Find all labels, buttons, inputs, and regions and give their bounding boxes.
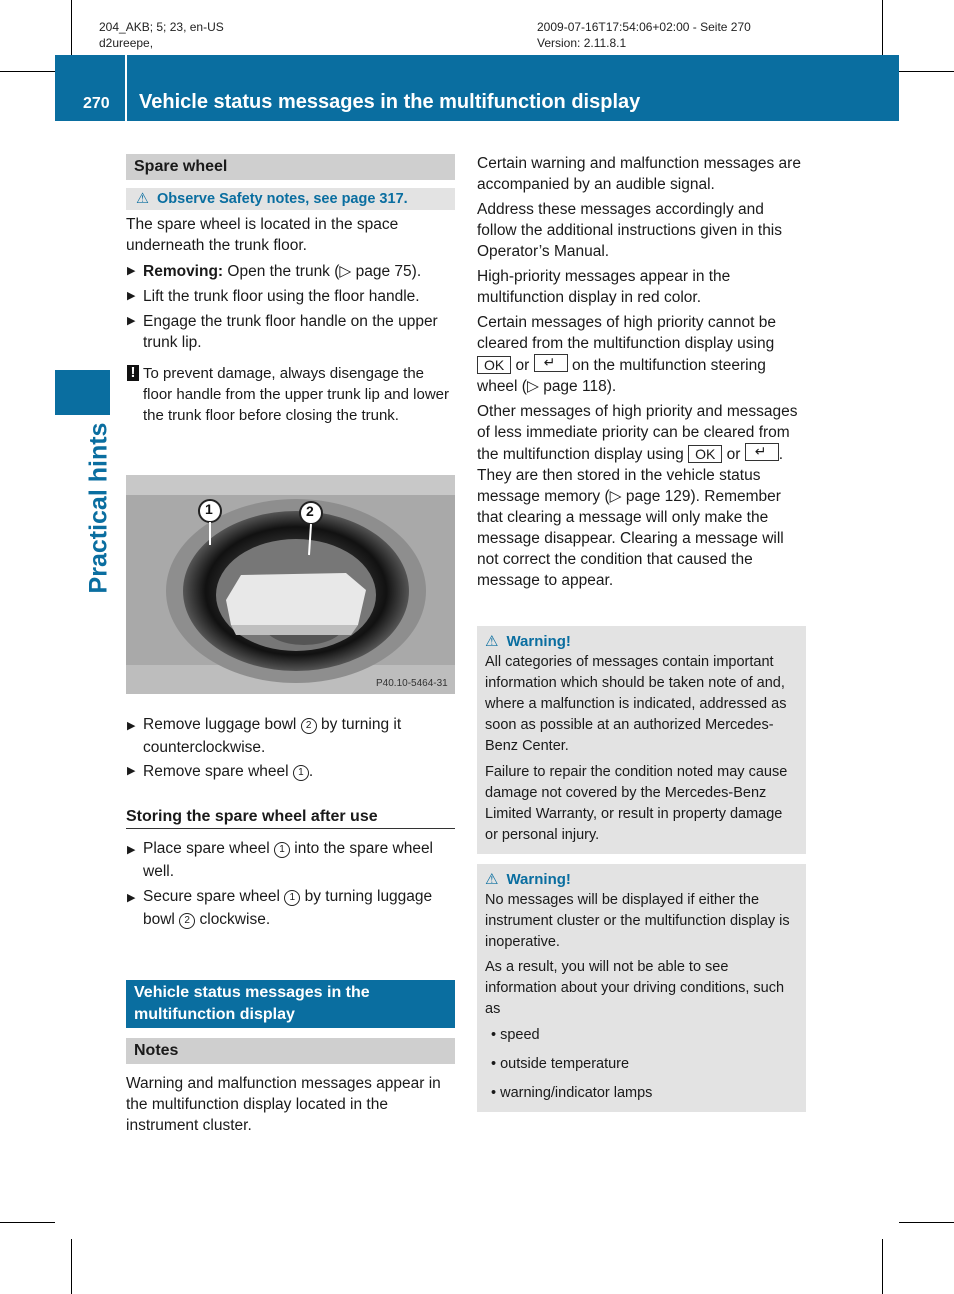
crop-mark	[899, 1222, 954, 1223]
step-text: Secure spare wheel	[143, 888, 285, 905]
meta-line: d2ureepe,	[99, 36, 154, 50]
crop-mark	[0, 71, 55, 72]
crop-mark	[899, 71, 954, 72]
list-item	[126, 311, 455, 353]
text-run: on the multifunction steering wheel (▷ page 118).	[477, 357, 766, 395]
step-arrow-icon: ▶	[127, 720, 136, 732]
warning-triangle-icon: ⚠	[485, 871, 499, 888]
crop-mark	[882, 1239, 883, 1294]
warning-title	[485, 870, 798, 888]
list-item	[126, 761, 455, 782]
safety-notes-link[interactable]	[126, 188, 455, 210]
exclamation-icon: !	[127, 365, 139, 381]
warning-triangle-icon: ⚠	[136, 191, 149, 207]
bullet-text: warning/indicator lamps	[500, 1085, 653, 1101]
warning-title	[485, 632, 798, 650]
photo-code: P40.10-5464-31	[376, 678, 448, 689]
step-text: into the spare wheel well.	[143, 840, 434, 880]
step-text: by turning it counterclockwise.	[143, 716, 402, 756]
step-text: Lift the trunk floor using the floor handle.	[143, 288, 420, 305]
paragraph: As a result, you will not be able to see information about your driving conditions, such as	[485, 959, 785, 1017]
section-heading: Spare wheel	[126, 154, 455, 180]
spare-wheel-section	[126, 154, 455, 426]
paragraph: Certain warning and malfunction messages are accompanied by an audible signal.	[477, 155, 801, 193]
text-run: or	[722, 446, 745, 463]
messages-text	[477, 153, 806, 591]
bullet-text: outside temperature	[500, 1056, 630, 1072]
step-text: Place spare wheel	[143, 840, 274, 857]
print-meta-right	[537, 19, 751, 51]
subsection-heading: Notes	[126, 1038, 455, 1064]
step-text: Open the trunk (▷ page 75).	[223, 263, 422, 280]
warning-title-text: Warning!	[506, 871, 571, 888]
back-button-icon	[745, 443, 779, 461]
caution-note	[126, 363, 455, 426]
paragraph: No messages will be displayed if either the instrument cluster or the multifunction display is inoperative.	[485, 892, 790, 950]
trunk-photo	[126, 475, 455, 694]
back-button-icon	[534, 354, 568, 372]
paragraph: Warning and malfunction messages appear in the multifunction display located in the instrument cluster.	[126, 1075, 441, 1134]
chapter-label: Practical hints	[84, 422, 113, 594]
step-text: Remove spare wheel	[143, 763, 293, 780]
callout-label: 1	[205, 501, 213, 517]
paragraph	[477, 401, 806, 591]
warning-box	[477, 864, 806, 1112]
callout-1-icon: 1	[274, 842, 290, 858]
step-text: clockwise.	[195, 911, 271, 928]
text-run: . They are then stored in the vehicle status message memory (▷ page 129). Remember that clearing a message will only make the message disappear. Clearing a message will not correct the condition that caused the message to appear.	[477, 446, 784, 589]
callout-2-icon: 2	[301, 718, 317, 734]
step-arrow-icon: ▶	[127, 265, 136, 277]
callout-1-icon: 1	[293, 765, 309, 781]
callout-2-icon: 2	[179, 913, 195, 929]
step-text: by turning luggage bowl	[143, 888, 433, 928]
text-run: Other messages of high priority and messages of less immediate priority can be cleared from the multifunction display using	[477, 403, 798, 463]
text-run: Certain messages of high priority cannot be cleared from the multifunction display using	[477, 314, 776, 352]
vsm-section	[126, 980, 455, 1136]
crop-mark	[0, 1222, 55, 1223]
print-meta-left	[99, 19, 224, 51]
step-arrow-icon: ▶	[127, 315, 136, 327]
subsection-heading: Storing the spare wheel after use	[126, 808, 455, 829]
page-title: Vehicle status messages in the multifunction display	[139, 91, 641, 113]
step-arrow-icon: ▶	[127, 892, 136, 904]
section-heading: Vehicle status messages in the multifunction display	[126, 980, 455, 1028]
paragraph: High-priority messages appear in the multifunction display in red color.	[477, 268, 731, 306]
list-item	[126, 261, 455, 282]
meta-line: 2009-07-16T17:54:06+02:00 - Seite 270	[537, 20, 751, 34]
step-arrow-icon: ▶	[127, 844, 136, 856]
crop-mark	[882, 0, 883, 55]
safety-notes-text: Observe Safety notes, see page 317.	[157, 191, 408, 207]
crop-mark	[71, 1239, 72, 1294]
bullet-item: • speed	[491, 1027, 540, 1043]
warning-triangle-icon: ⚠	[485, 633, 499, 650]
list-item	[126, 885, 455, 931]
paragraph: The spare wheel is located in the space underneath the trunk floor.	[126, 216, 399, 254]
step-label: Removing:	[143, 263, 224, 280]
step-arrow-icon: ▶	[127, 290, 136, 302]
chapter-tab	[55, 370, 110, 415]
paragraph: Failure to repair the condition noted may cause damage not covered by the Mercedes-Benz Limited Warranty, or result in property damage or personal injury.	[485, 764, 788, 843]
callout-label: 2	[306, 503, 314, 519]
warning-title-text: Warning!	[506, 633, 571, 650]
page-header	[55, 55, 899, 121]
meta-line: Version: 2.11.8.1	[537, 36, 627, 50]
meta-line: 204_AKB; 5; 23, en-US	[99, 20, 224, 34]
ok-button-symbol: OK	[688, 445, 722, 463]
step-text: Engage the trunk floor handle on the upper trunk lip.	[143, 313, 438, 351]
page-number: 270	[83, 95, 110, 112]
bullet-item: • warning/indicator lamps	[491, 1085, 653, 1101]
spare-wheel-illustration	[126, 475, 455, 694]
list-item	[126, 286, 455, 307]
callout-1-icon: 1	[284, 890, 300, 906]
warning-box	[477, 626, 806, 854]
paragraph: All categories of messages contain important information which should be taken note of and, where a malfunction is indicated, addressed as soon as possible at an authorized Mercedes-Benz Center.	[485, 654, 787, 754]
paragraph: Address these messages accordingly and follow the additional instructions given in this Operator’s Manual.	[477, 201, 783, 260]
note-text: To prevent damage, always disengage the floor handle from the upper trunk lip and lower the trunk floor before closing the trunk.	[143, 365, 450, 424]
crop-mark	[71, 0, 72, 55]
step-arrow-icon: ▶	[127, 765, 136, 777]
ok-button-symbol: OK	[477, 356, 511, 374]
step-text: .	[308, 763, 314, 780]
bullet-item: • outside temperature	[491, 1056, 630, 1072]
text-run: or	[511, 357, 534, 374]
list-item	[126, 713, 455, 759]
bullet-text: speed	[500, 1027, 540, 1043]
list-item	[126, 837, 455, 883]
spare-wheel-steps	[126, 713, 455, 931]
paragraph	[477, 312, 806, 397]
step-text: Remove luggage bowl	[143, 716, 301, 733]
header-divider	[125, 55, 127, 121]
